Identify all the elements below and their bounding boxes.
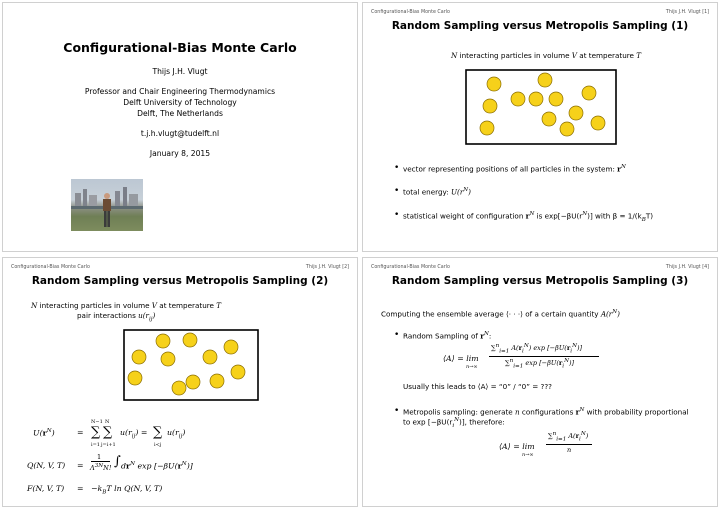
header-right: Thijs J.H. Vlugt [4] bbox=[665, 265, 709, 270]
particle bbox=[560, 122, 574, 136]
equation-free-energy: F(N, V, T) = $-k_BT$ ln Q(N, V, T) bbox=[27, 484, 163, 496]
particle bbox=[542, 112, 556, 126]
equation-total-energy: $U(r^N)$ = N−1 ∑ i=1 N ∑ j=i+1 $u(r_{ij})$ = ∑ i<j $u(r_{ij})$ bbox=[33, 419, 186, 448]
particle bbox=[511, 92, 525, 106]
header-right: Thijs J.H. Vlugt [2] bbox=[305, 265, 349, 270]
equation-partition-function: Q(N, V, T) = 1 $\Lambda^{3N}N$! ∫ $dr^N$ $\exp [-\beta U(r^N)]$ bbox=[27, 453, 193, 473]
author-photo bbox=[71, 179, 143, 231]
particles bbox=[121, 327, 261, 403]
slide-header bbox=[371, 10, 709, 19]
particle bbox=[172, 381, 186, 395]
particle bbox=[231, 365, 245, 379]
bullet-random-sampling: • Random Sampling of $r^N$: bbox=[403, 331, 491, 340]
particle bbox=[128, 371, 142, 385]
bullet-metropolis-sampling: • Metropolis sampling: generate n configurations $r^N$ with probability proportional bbox=[403, 407, 689, 416]
particle bbox=[549, 92, 563, 106]
header-left: Configurational-Bias Monte Carlo bbox=[371, 265, 450, 270]
presentation-title: Configurational-Bias Monte Carlo bbox=[63, 40, 297, 55]
particle bbox=[132, 350, 146, 364]
slide-random-vs-metropolis-3 bbox=[362, 257, 718, 507]
particle bbox=[203, 350, 217, 364]
particle bbox=[569, 106, 583, 120]
particle bbox=[538, 73, 552, 87]
affiliation-line-2: Delft University of Technology bbox=[123, 98, 237, 107]
particle bbox=[210, 374, 224, 388]
particle bbox=[487, 77, 501, 91]
pair-interactions-line: pair interactions $u(r_{ij})$ bbox=[77, 311, 156, 323]
equation-random-average: ⟨A⟩ = lim n→∞ ∑$^n_{i=1}$ $A(r_i^N)$ $\exp [-\beta U(r_i^N)]$ ∑$^n_{i=1}$ $\exp [-\beta U(r_i^N)]$ bbox=[443, 342, 643, 376]
affiliation-line-1: Professor and Chair Engineering Thermodynamics bbox=[84, 87, 276, 96]
equation-metropolis-average: ⟨A⟩ = lim n→∞ ∑$^n_{i=1}$ $A(r_i^N)$ n bbox=[499, 430, 639, 464]
slide-header bbox=[11, 265, 349, 274]
header-left: Configurational-Bias Monte Carlo bbox=[371, 10, 450, 15]
header-left: Configurational-Bias Monte Carlo bbox=[11, 265, 90, 270]
author-email: t.j.h.vlugt@tudelft.nl bbox=[140, 129, 220, 138]
author-name: Thijs J.H. Vlugt bbox=[152, 67, 208, 76]
particle bbox=[161, 352, 175, 366]
slide-header bbox=[371, 265, 709, 274]
particle bbox=[582, 86, 596, 100]
bullet-total-energy: • total energy: $U(r^N)$ bbox=[403, 187, 471, 196]
particle-box bbox=[465, 69, 617, 145]
slide-title: Random Sampling versus Metropolis Sampling (1) bbox=[391, 20, 689, 32]
presentation-date: January 8, 2015 bbox=[149, 149, 211, 158]
intro-line: N interacting particles in volume V at temperature T bbox=[31, 301, 222, 310]
particle bbox=[224, 340, 238, 354]
header-right: Thijs J.H. Vlugt [1] bbox=[665, 10, 709, 15]
bullet-positions: • vector representing positions of all particles in the system: $r^N$ bbox=[403, 164, 626, 173]
particle bbox=[156, 334, 170, 348]
particle bbox=[186, 375, 200, 389]
particle bbox=[529, 92, 543, 106]
particle bbox=[483, 99, 497, 113]
metropolis-continuation: to $\exp [-\beta U(r_i^N)]$, therefore: bbox=[403, 417, 505, 429]
particle bbox=[183, 333, 197, 347]
ensemble-average-line: Computing the ensemble average ⟨· · ·⟩ of a certain quantity $A(r^N)$ bbox=[381, 309, 620, 319]
bullet-statistical-weight: • statistical weight of configuration $r^N$ is $\exp[-\beta U(r^N)]$ with $\beta = 1/(k_BT)$ bbox=[403, 211, 653, 223]
particle bbox=[591, 116, 605, 130]
slide-title: Random Sampling versus Metropolis Sampling (2) bbox=[31, 275, 329, 287]
intro-line: N interacting particles in volume V at temperature T bbox=[451, 51, 642, 60]
title-slide bbox=[2, 2, 358, 252]
slide-random-vs-metropolis-2 bbox=[2, 257, 358, 507]
particle bbox=[480, 121, 494, 135]
affiliation-line-3: Delft, The Netherlands bbox=[137, 109, 223, 118]
slide-random-vs-metropolis-1 bbox=[362, 2, 718, 252]
usually-leads-line: Usually this leads to ⟨A⟩ = “0” / “0” = ??? bbox=[403, 382, 552, 391]
slide-title: Random Sampling versus Metropolis Sampling (3) bbox=[391, 275, 689, 287]
